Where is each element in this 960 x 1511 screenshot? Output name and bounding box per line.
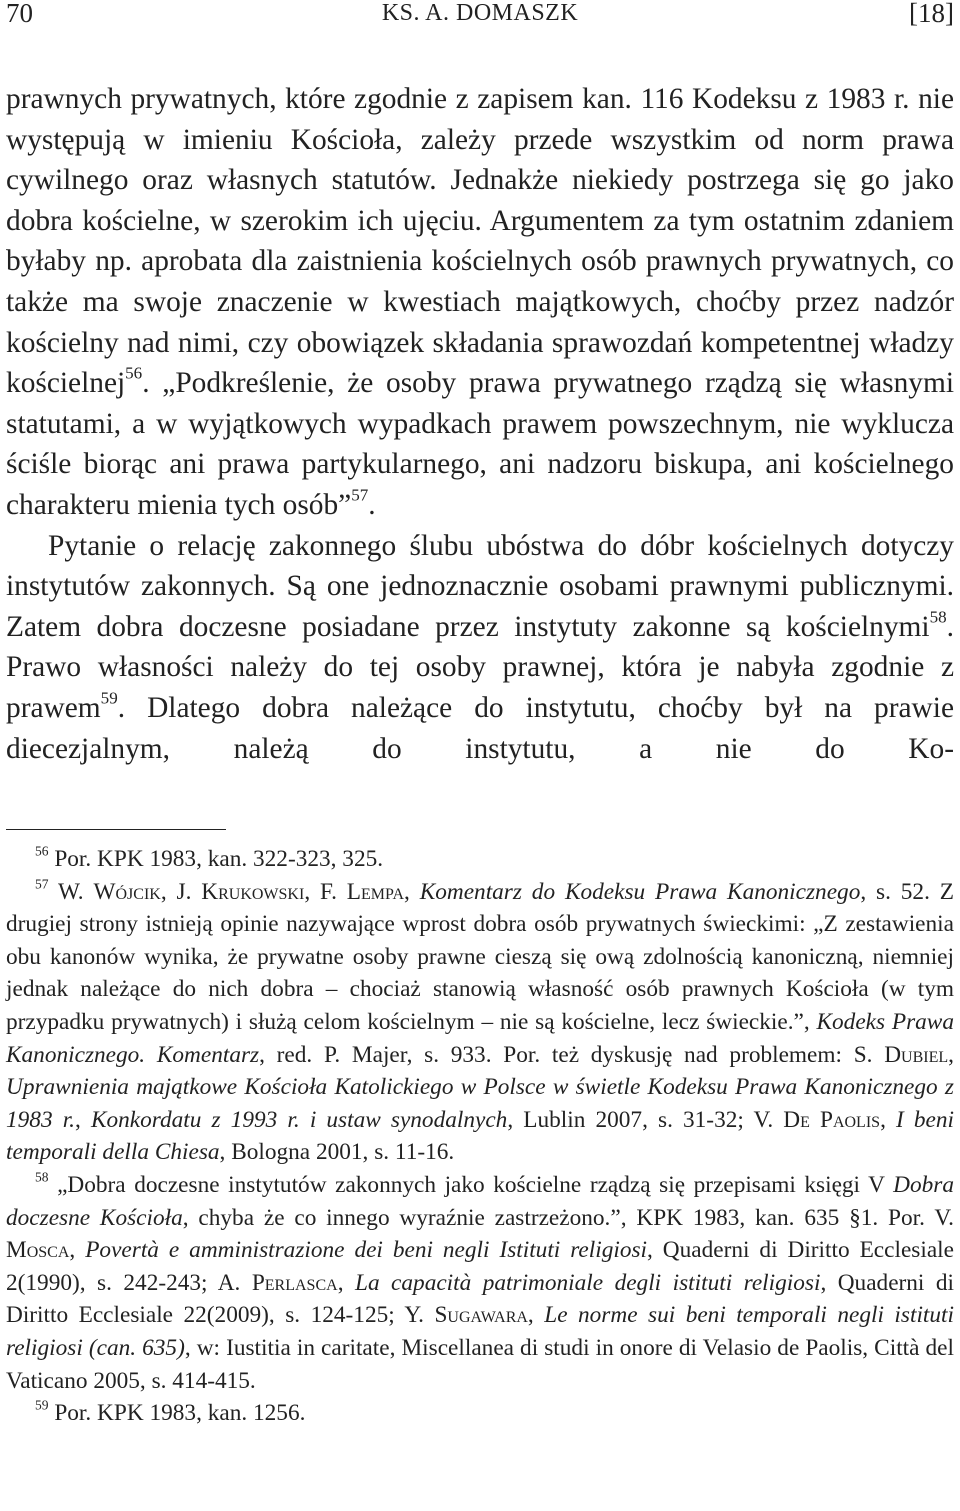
running-title: KS. A. DOMASZK xyxy=(381,0,579,26)
paragraph-2: Pytanie o relację zakonnego ślubu ubóstwa do dóbr kościelnych dotyczy instytutów zakonnych. Są one jednoznacznie osobami prawnymi publicznymi. Zatem dobra doczesne posiadane przez instytuty zakonne są kościelnymi$^{58}$. Prawo własności należy do tej osoby prawnej, która je nabyła zgodnie z prawem$^{59}$. Dlatego dobra należące do instytutu, choćby był na prawie diecezjalnym, należą do instytutu, a nie do Ko- xyxy=(6,529,954,765)
paragraph-1: prawnych prywatnych, które zgodnie z zapisem kan. 116 Kodeksu z 1983 r. nie występują w imieniu Kościoła, zależy przede wszystkim od norm prawa cywilnego oraz własnych statutów. Jednakże niekiedy postrzega się go jako dobra kościelne, w szerokim ich ujęciu. Argumentem za tym ostatnim zdaniem byłaby np. aprobata dla zaistnienia kościelnych osób prawnych prywatnych, co także ma swoje znaczenie w kwestiach majątkowych, choćby przez nadzór kościelny nad nimi, czy obowiązek składania sprawozdań kompetentnej władzy kościelnej$^{56}$. „Podkreślenie, że osoby prawa prywatnego rządzą się własnymi statutami, a w wyjątkowych wypadkach prawem powszechnym, nie wyklucza ściśle biorąc ani prawa partykularnego, ani nadzoru biskupa, ani kościelnego charakteru mienia tych osób”$^{57}$. xyxy=(6,83,954,521)
section-number: [18] xyxy=(909,0,954,28)
footnote-58: $^{58}$ „Dobra doczesne instytutów zakonnych jako kościelne rządzą się przepisami księgi V Dobra doczesne Kościoła, chyba że co innego wyraźnie zastrzeżono.”, KPK 1983, kan. 635 §1. Por. V. Mosca, Povertà e amministrazione dei beni negli Istituti religiosi, Quaderni di Diritto Ecclesiale 2(1990), s. 242-243; A. Perlasca, La capacità patrimoniale degli istituti religiosi, Quaderni di Diritto Ecclesiale 22(2009), s. 124-125; Y. Sugawara, Le norme sui beni temporali negli istituti religiosi (can. 635), w: Iustitia in caritate, Miscellanea di studi in onore di Velasio de Paolis, Città del Vaticano 2005, s. 414-415. xyxy=(6,1169,955,1394)
running-header xyxy=(0,0,960,40)
footnote-ref-58: 58 xyxy=(929,607,947,627)
footnote-ref-57: 57 xyxy=(351,485,369,505)
footnote-56: $^{56}$ Por. KPK 1983, kan. 322-323, 325. xyxy=(35,843,384,872)
footnotes xyxy=(6,843,954,1430)
footnote-ref-59: 59 xyxy=(100,688,118,708)
footnote-ref-56: 56 xyxy=(125,363,143,383)
footnote-57: $^{57}$ W. Wójcik, J. Krukowski, F. Lempa, Komentarz do Kodeksu Prawa Kanonicznego, s. 52. Z drugiej strony istnieją opinie nazywające wprost dobra osób prywatnych świeckimi: „Z zestawienia obu kanonów wynika, że prywatne osoby prawne cieszą się ową zdolnością kanoniczną, niemniej jednak należące do nich dobra – chociaż stanowią własność osób prawnych Kościoła (w tym przypadku prywatnych) i służą celom kościelnym – nie są kościelne, lecz świeckie.”, Kodeks Prawa Kanonicznego. Komentarz, red. P. Majer, s. 933. Por. też dyskusję nad problemem: S. Dubiel, Uprawnienia majątkowe Kościoła Katolickiego w Polsce w świetle Kodeksu Prawa Kanonicznego z 1983 r., Konkordatu z 1993 r. i ustaw synodalnych, Lublin 2007, s. 31-32; V. De Paolis, I beni temporali della Chiesa, Bologna 2001, s. 11-16. xyxy=(6,876,954,1166)
footnote-separator xyxy=(6,829,226,830)
footnote-59: $^{59}$ Por. KPK 1983, kan. 1256. xyxy=(35,1397,306,1427)
main-text xyxy=(6,79,954,769)
page-number: 70 xyxy=(6,0,33,28)
